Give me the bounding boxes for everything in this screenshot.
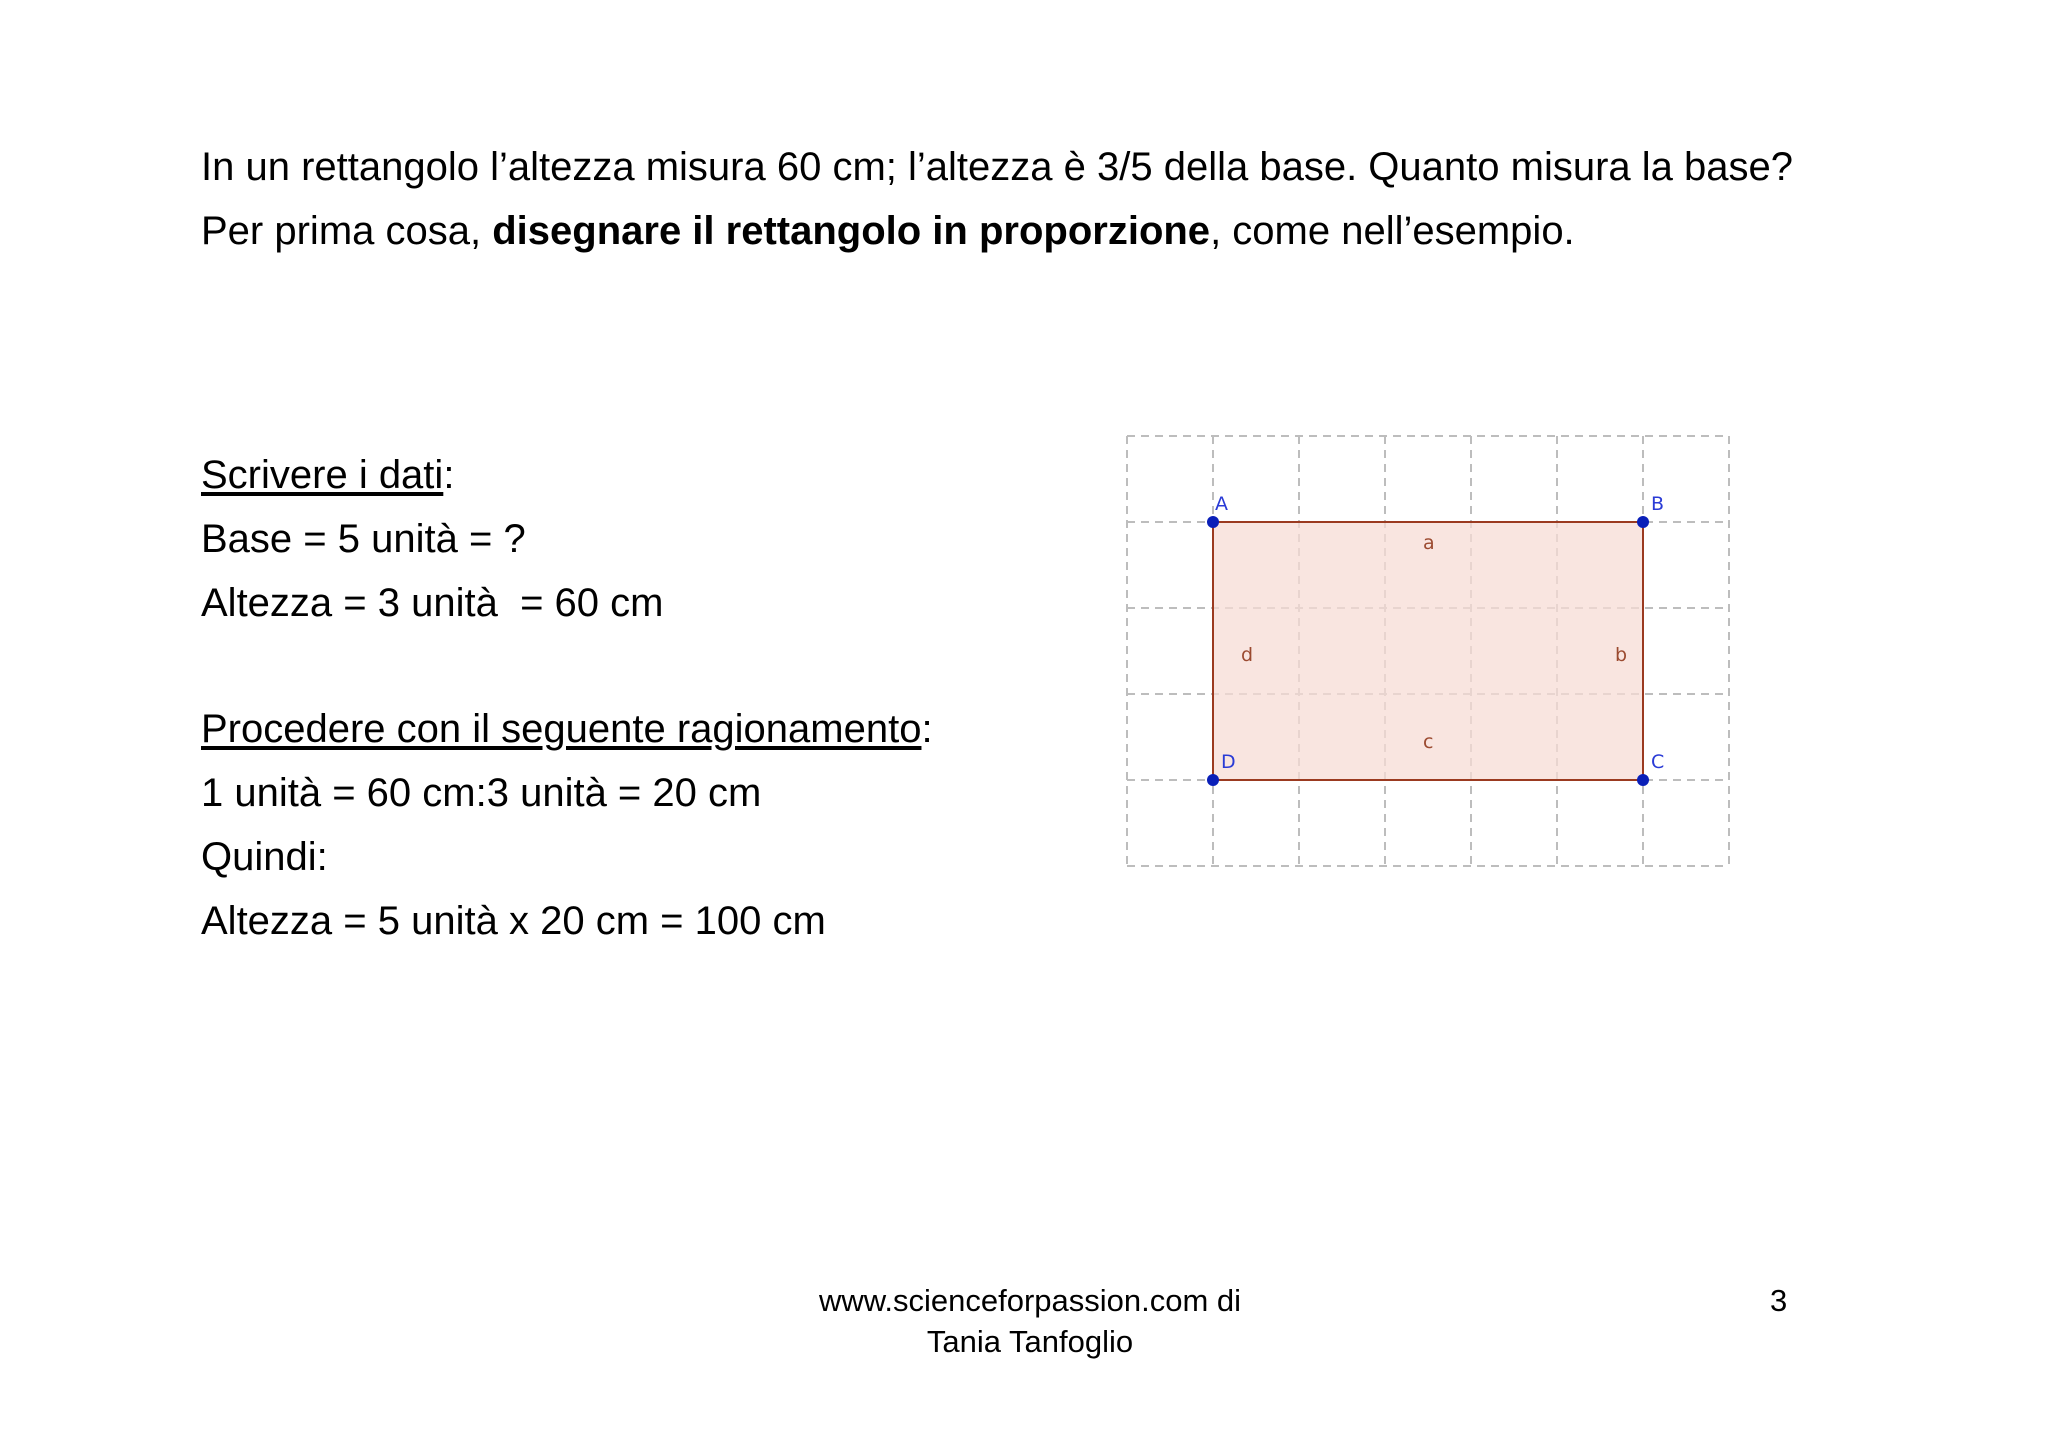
side-label-c: c — [1423, 731, 1434, 753]
reasoning-heading-colon: : — [921, 707, 933, 751]
vertex-point-c — [1637, 774, 1649, 786]
reasoning-heading-label: Procedere con il seguente ragionamento — [201, 707, 922, 751]
reasoning-heading — [201, 702, 1101, 766]
side-label-d: d — [1241, 644, 1254, 666]
data-heading — [201, 448, 1101, 512]
problem-text: In un rettangolo l’altezza misura 60 cm; l’altezza è 3/5 della base. Quanto misura la base? — [201, 145, 1793, 189]
side-label-b: b — [1615, 644, 1628, 666]
base-line: Base = 5 unità = ? — [201, 517, 526, 561]
instruction-text — [201, 204, 1841, 258]
vertex-label-c: C — [1651, 751, 1665, 773]
footer-site: www.scienceforpassion.com di — [818, 1283, 1242, 1318]
vertex-label-d: D — [1221, 751, 1236, 773]
solution-steps — [201, 448, 1101, 958]
vertex-label-a: A — [1215, 493, 1228, 515]
instruction-emphasis: disegnare il rettangolo in proporzione — [492, 209, 1211, 253]
instruction-lead: Per prima cosa, — [201, 209, 493, 253]
side-label-a: a — [1423, 532, 1435, 554]
proportional-rectangle-figure — [1118, 430, 1748, 880]
therefore-line: Quindi: — [201, 835, 328, 879]
page-number: 3 — [1770, 1283, 1788, 1318]
vertex-label-b: B — [1651, 493, 1665, 515]
data-heading-label: Scrivere i dati — [201, 453, 444, 497]
spacer — [201, 640, 1101, 702]
instruction-tail: , come nell’esempio. — [1210, 209, 1575, 253]
unit-calculation: 1 unità = 60 cm:3 unità = 20 cm — [201, 771, 762, 815]
problem-statement — [201, 140, 1841, 258]
footer-author: Tania Tanfoglio — [926, 1324, 1134, 1359]
vertex-point-b — [1637, 516, 1649, 528]
footer — [740, 1280, 1320, 1362]
vertex-point-d — [1207, 774, 1219, 786]
height-line: Altezza = 3 unità = 60 cm — [201, 581, 664, 625]
result-line: Altezza = 5 unità x 20 cm = 100 cm — [201, 899, 826, 943]
vertex-point-a — [1207, 516, 1219, 528]
data-heading-colon: : — [443, 453, 455, 497]
